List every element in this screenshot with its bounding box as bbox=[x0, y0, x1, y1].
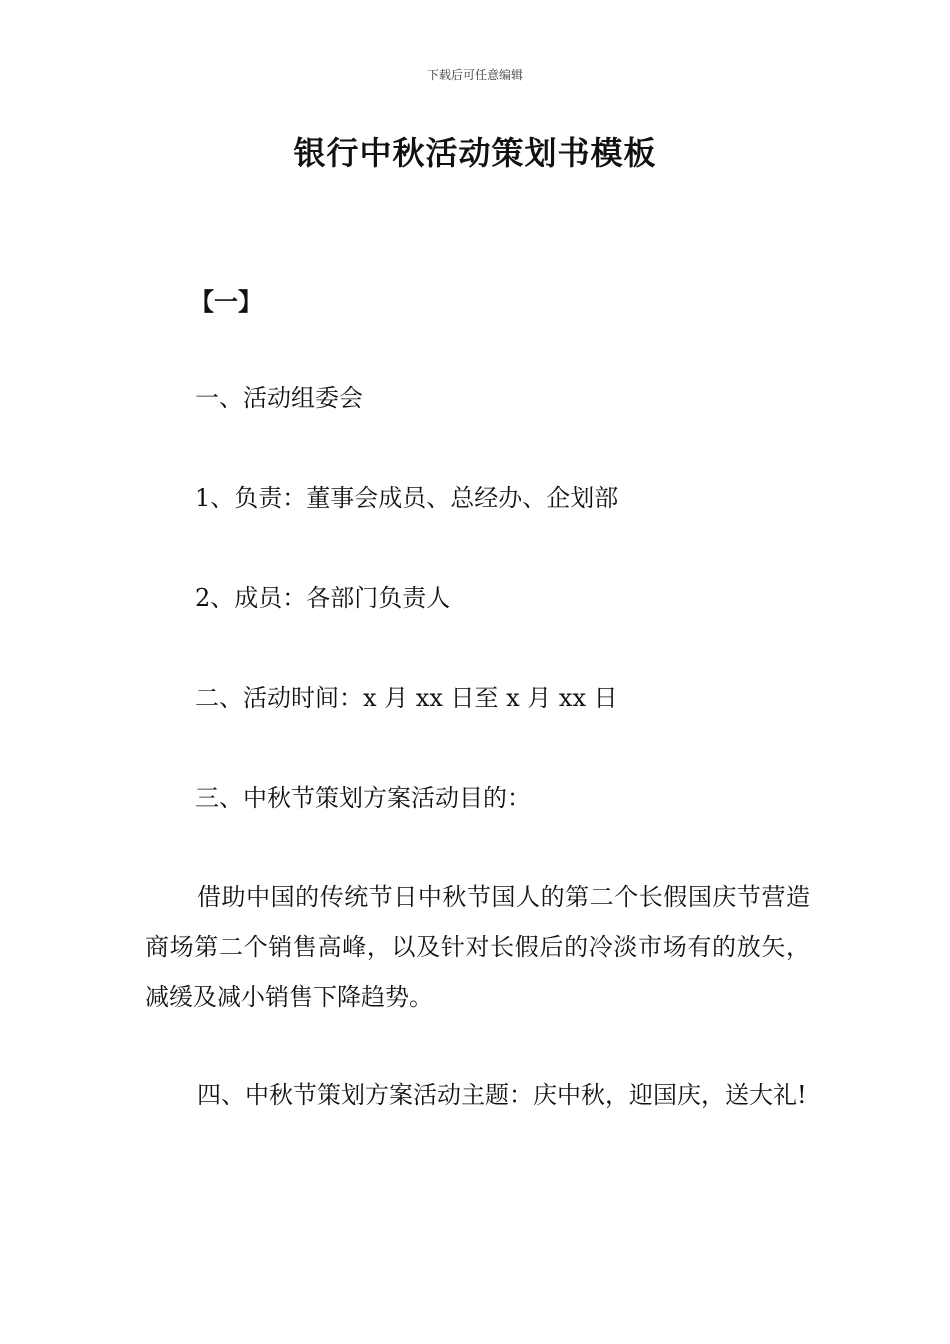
item-responsible: 1、负责：董事会成员、总经办、企划部 bbox=[195, 484, 619, 512]
section-marker: 【一】 bbox=[190, 288, 262, 316]
paragraph-theme: 四、中秋节策划方案活动主题：庆中秋，迎国庆，送大礼! bbox=[197, 1081, 807, 1109]
heading-activity-purpose: 三、中秋节策划方案活动目的： bbox=[195, 784, 531, 812]
document-title: 银行中秋活动策划书模板 bbox=[293, 134, 657, 172]
item-members: 2、成员：各部门负责人 bbox=[195, 584, 451, 612]
heading-activity-time: 二、活动时间：x 月 xx 日至 x 月 xx 日 bbox=[195, 684, 618, 712]
paragraph-purpose: 借助中国的传统节日中秋节国人的第二个长假国庆节营造商场第二个销售高峰，以及针对长假后的冷淡市场有的放矢，减缓及减小销售下降趋势。 bbox=[145, 883, 810, 1011]
header-note: 下载后可任意编辑 bbox=[426, 68, 523, 82]
heading-organizing-committee: 一、活动组委会 bbox=[195, 384, 363, 412]
